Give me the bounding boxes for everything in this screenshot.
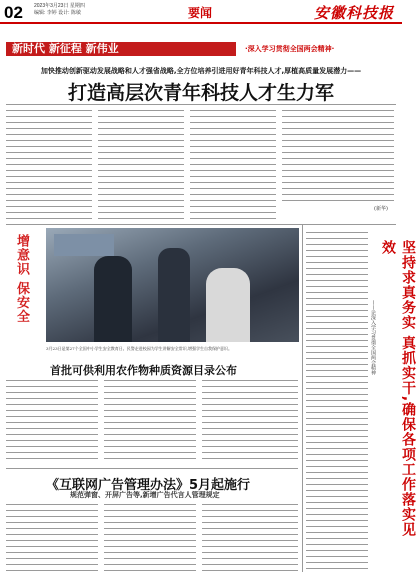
banner-side-label: ·深入学习贯彻全国两会精神·: [245, 45, 335, 53]
article-3-subtitle: 规范弹窗、开屏广告等,新增广告代言人管理规定: [70, 491, 220, 499]
left-side-title: 增意识 保安全: [14, 234, 29, 324]
photo-screen: [54, 234, 114, 256]
lead-article-col-3: [190, 108, 276, 220]
banner-title: 新时代 新征程 新伟业: [12, 42, 119, 55]
divider: [6, 468, 298, 469]
date-editor-meta: [34, 3, 85, 17]
article-2-col-2: [104, 378, 196, 464]
commentary-text: [306, 230, 368, 572]
editor-line: 编辑: 李婷 设计: 陈敏: [34, 10, 81, 16]
newspaper-masthead: 安徽科技报: [313, 4, 394, 22]
article-3-col-2: [104, 502, 196, 572]
right-side-subtitle: ——论深入学习贯彻全国两会精神: [370, 300, 376, 375]
section-title: 要闻: [188, 6, 213, 20]
right-side-title: 坚持求真务实 真抓实干,确保各项工作落实见效: [380, 240, 416, 538]
photo-caption: 3月23日是第27个全国中小学生安全教育日。民警走进校园为学生讲解安全常识,增强学生自我保护意识。: [46, 346, 232, 351]
page-number: 02: [4, 3, 23, 22]
lead-article-col-1: [6, 108, 92, 220]
article-2-title: 首批可供利用农作物种质资源目录公布: [50, 364, 237, 377]
lead-article-col-2: [98, 108, 184, 220]
article-3-col-1: [6, 502, 98, 572]
photo-figure: [158, 248, 190, 342]
date-line: 2023年3月23日 星期四: [34, 3, 85, 9]
editor-tag: (新华): [374, 206, 388, 212]
lead-kicker: 加快推动创新驱动发展战略和人才强省战略,全方位培养引进用好青年科技人才,厚植高质量发展潜力——: [40, 67, 362, 75]
divider: [6, 224, 396, 225]
lead-article-col-4: [282, 108, 394, 204]
photo-figure: [94, 256, 132, 342]
column-rule: [302, 224, 303, 572]
photo-figure: [206, 268, 250, 342]
article-2-col-1: [6, 378, 98, 464]
article-3-title: 《互联网广告管理办法》5月起施行: [46, 478, 251, 493]
article-3-col-3: [202, 502, 298, 572]
article-2-col-3: [202, 378, 298, 464]
news-photo: [46, 228, 299, 342]
divider: [6, 104, 396, 105]
lead-headline: 打造高层次青年科技人才生力军: [67, 82, 334, 104]
header-rule: [0, 22, 402, 24]
